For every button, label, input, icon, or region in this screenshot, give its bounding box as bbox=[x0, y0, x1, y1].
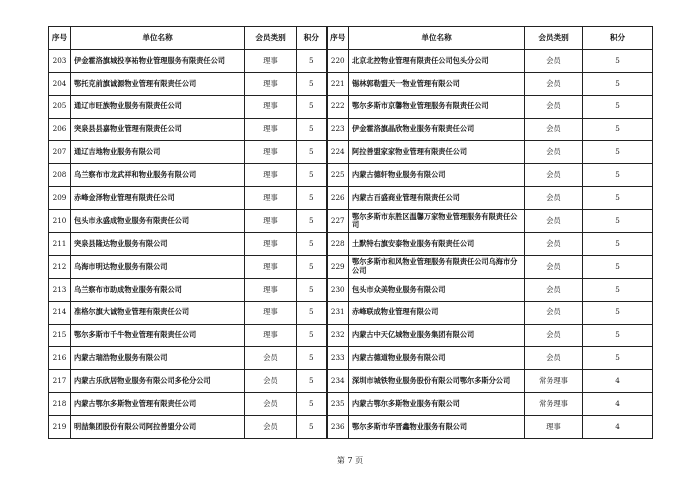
seq-cell: 230 bbox=[327, 278, 349, 301]
header-unit-name: 单位名称 bbox=[349, 27, 525, 50]
seq-cell: 223 bbox=[327, 118, 349, 141]
member-type-cell: 理事 bbox=[245, 141, 297, 164]
points-cell: 5 bbox=[583, 301, 653, 324]
member-type-cell: 理事 bbox=[245, 210, 297, 233]
member-type-cell: 会员 bbox=[525, 324, 583, 347]
table-row bbox=[49, 49, 653, 72]
seq-cell: 212 bbox=[49, 255, 71, 278]
member-type-cell: 会员 bbox=[525, 233, 583, 256]
points-cell: 5 bbox=[297, 233, 327, 256]
unit-name-cell: 鄂尔多斯市京馨物业管理服务有限责任公司 bbox=[349, 95, 525, 118]
member-type-cell: 理事 bbox=[245, 95, 297, 118]
points-cell: 5 bbox=[297, 393, 327, 416]
header-points: 积分 bbox=[583, 27, 653, 50]
seq-cell: 220 bbox=[327, 49, 349, 72]
points-cell: 5 bbox=[297, 187, 327, 210]
points-cell: 5 bbox=[583, 118, 653, 141]
points-cell: 5 bbox=[583, 255, 653, 278]
unit-name-cell: 内蒙古鄂尔多斯物业管理有限责任公司 bbox=[71, 393, 245, 416]
seq-cell: 205 bbox=[49, 95, 71, 118]
header-seq: 序号 bbox=[49, 27, 71, 50]
unit-name-cell: 内蒙古中天亿城物业服务集团有限公司 bbox=[349, 324, 525, 347]
header-member-type: 会员类别 bbox=[245, 27, 297, 50]
unit-name-cell: 伊金霍洛旗晶欣物业服务有限责任公司 bbox=[349, 118, 525, 141]
unit-name-cell: 深圳市城铁物业服务股份有限公司鄂尔多斯分公司 bbox=[349, 370, 525, 393]
points-cell: 5 bbox=[297, 324, 327, 347]
table-row bbox=[49, 210, 653, 233]
table-row bbox=[49, 187, 653, 210]
points-cell: 5 bbox=[583, 324, 653, 347]
unit-name-cell: 明喆集团股份有限公司阿拉善盟分公司 bbox=[71, 416, 245, 439]
member-type-cell: 会员 bbox=[245, 370, 297, 393]
points-cell: 5 bbox=[297, 164, 327, 187]
points-cell: 5 bbox=[583, 233, 653, 256]
seq-cell: 218 bbox=[49, 393, 71, 416]
table-row bbox=[49, 164, 653, 187]
seq-cell: 210 bbox=[49, 210, 71, 233]
unit-name-cell: 突泉县县嘉物业管理有限责任公司 bbox=[71, 118, 245, 141]
unit-name-cell: 鄂尔多斯市和风物业管理服务有限责任公司乌海市分公司 bbox=[349, 255, 525, 278]
member-type-cell: 会员 bbox=[525, 255, 583, 278]
points-cell: 5 bbox=[297, 141, 327, 164]
member-type-cell: 会员 bbox=[525, 95, 583, 118]
member-type-cell: 会员 bbox=[525, 301, 583, 324]
table-row bbox=[49, 324, 653, 347]
unit-name-cell: 突泉县隆达物业服务有限公司 bbox=[71, 233, 245, 256]
member-type-cell: 理事 bbox=[245, 324, 297, 347]
unit-name-cell: 鄂尔多斯市东胜区温馨万家物业管理服务有限责任公司 bbox=[349, 210, 525, 233]
seq-cell: 234 bbox=[327, 370, 349, 393]
seq-cell: 219 bbox=[49, 416, 71, 439]
table-row bbox=[49, 301, 653, 324]
points-cell: 5 bbox=[297, 301, 327, 324]
seq-cell: 235 bbox=[327, 393, 349, 416]
unit-name-cell: 内蒙古百盛商业管理有限责任公司 bbox=[349, 187, 525, 210]
seq-cell: 227 bbox=[327, 210, 349, 233]
member-type-cell: 会员 bbox=[525, 72, 583, 95]
points-cell: 5 bbox=[297, 118, 327, 141]
member-type-cell: 会员 bbox=[525, 347, 583, 370]
member-type-cell: 会员 bbox=[245, 416, 297, 439]
points-cell: 5 bbox=[583, 95, 653, 118]
member-type-cell: 会员 bbox=[525, 164, 583, 187]
points-cell: 4 bbox=[583, 393, 653, 416]
member-points-table bbox=[48, 26, 653, 439]
table-row bbox=[49, 233, 653, 256]
seq-cell: 206 bbox=[49, 118, 71, 141]
header-member-type: 会员类别 bbox=[525, 27, 583, 50]
table-row bbox=[49, 416, 653, 439]
points-cell: 4 bbox=[583, 416, 653, 439]
table-header-row bbox=[49, 27, 653, 50]
seq-cell: 221 bbox=[327, 72, 349, 95]
points-cell: 5 bbox=[297, 370, 327, 393]
seq-cell: 208 bbox=[49, 164, 71, 187]
seq-cell: 203 bbox=[49, 49, 71, 72]
seq-cell: 217 bbox=[49, 370, 71, 393]
table-row bbox=[49, 141, 653, 164]
member-type-cell: 理事 bbox=[245, 255, 297, 278]
points-cell: 5 bbox=[297, 95, 327, 118]
seq-cell: 204 bbox=[49, 72, 71, 95]
seq-cell: 231 bbox=[327, 301, 349, 324]
unit-name-cell: 鄂尔多斯市华晋鑫物业服务有限公司 bbox=[349, 416, 525, 439]
points-cell: 5 bbox=[583, 141, 653, 164]
table-row bbox=[49, 118, 653, 141]
member-type-cell: 理事 bbox=[245, 301, 297, 324]
header-points: 积分 bbox=[297, 27, 327, 50]
member-type-cell: 理事 bbox=[245, 278, 297, 301]
table-row bbox=[49, 72, 653, 95]
seq-cell: 229 bbox=[327, 255, 349, 278]
member-type-cell: 会员 bbox=[525, 278, 583, 301]
unit-name-cell: 内蒙古德轩物业服务有限公司 bbox=[349, 164, 525, 187]
unit-name-cell: 包头市永盛成物业服务有限责任公司 bbox=[71, 210, 245, 233]
seq-cell: 214 bbox=[49, 301, 71, 324]
member-type-cell: 理事 bbox=[245, 49, 297, 72]
seq-cell: 228 bbox=[327, 233, 349, 256]
member-type-cell: 理事 bbox=[245, 118, 297, 141]
seq-cell: 215 bbox=[49, 324, 71, 347]
member-type-cell: 会员 bbox=[525, 210, 583, 233]
seq-cell: 207 bbox=[49, 141, 71, 164]
member-type-cell: 理事 bbox=[245, 187, 297, 210]
member-type-cell: 会员 bbox=[525, 187, 583, 210]
member-type-cell: 常务理事 bbox=[525, 370, 583, 393]
points-cell: 5 bbox=[297, 72, 327, 95]
points-cell: 5 bbox=[297, 49, 327, 72]
points-cell: 5 bbox=[583, 278, 653, 301]
points-cell: 4 bbox=[583, 370, 653, 393]
unit-name-cell: 内蒙古瑞浩物业服务有限公司 bbox=[71, 347, 245, 370]
seq-cell: 232 bbox=[327, 324, 349, 347]
member-type-cell: 常务理事 bbox=[525, 393, 583, 416]
unit-name-cell: 准格尔旗大诚物业管理有限责任公司 bbox=[71, 301, 245, 324]
member-type-cell: 理事 bbox=[245, 72, 297, 95]
member-type-cell: 会员 bbox=[245, 393, 297, 416]
points-cell: 5 bbox=[583, 210, 653, 233]
member-type-cell: 理事 bbox=[245, 233, 297, 256]
unit-name-cell: 土默特右旗安泰物业服务有限责任公司 bbox=[349, 233, 525, 256]
unit-name-cell: 阿拉善盟家家物业管理有限责任公司 bbox=[349, 141, 525, 164]
unit-name-cell: 内蒙古德道物业服务有限公司 bbox=[349, 347, 525, 370]
unit-name-cell: 乌海市明达物业服务有限公司 bbox=[71, 255, 245, 278]
unit-name-cell: 北京北控物业管理有限责任公司包头分公司 bbox=[349, 49, 525, 72]
table-row bbox=[49, 255, 653, 278]
header-seq: 序号 bbox=[327, 27, 349, 50]
unit-name-cell: 内蒙古鄂尔多斯物业服务有限公司 bbox=[349, 393, 525, 416]
seq-cell: 224 bbox=[327, 141, 349, 164]
member-type-cell: 会员 bbox=[525, 141, 583, 164]
unit-name-cell: 锡林郭勒盟天一物业管理有限公司 bbox=[349, 72, 525, 95]
points-cell: 5 bbox=[583, 72, 653, 95]
seq-cell: 216 bbox=[49, 347, 71, 370]
table-row bbox=[49, 347, 653, 370]
seq-cell: 209 bbox=[49, 187, 71, 210]
table-row bbox=[49, 95, 653, 118]
table-row bbox=[49, 370, 653, 393]
member-type-cell: 理事 bbox=[245, 164, 297, 187]
unit-name-cell: 鄂尔多斯市千牛物业管理有限责任公司 bbox=[71, 324, 245, 347]
points-cell: 5 bbox=[583, 49, 653, 72]
table-row bbox=[49, 278, 653, 301]
unit-name-cell: 包头市众美物业服务有限公司 bbox=[349, 278, 525, 301]
unit-name-cell: 通辽市旺族物业服务有限责任公司 bbox=[71, 95, 245, 118]
table-row bbox=[49, 393, 653, 416]
points-cell: 5 bbox=[583, 187, 653, 210]
points-cell: 5 bbox=[583, 347, 653, 370]
seq-cell: 211 bbox=[49, 233, 71, 256]
seq-cell: 236 bbox=[327, 416, 349, 439]
unit-name-cell: 内蒙古乐欣居物业服务有限公司多伦分公司 bbox=[71, 370, 245, 393]
seq-cell: 225 bbox=[327, 164, 349, 187]
points-cell: 5 bbox=[297, 347, 327, 370]
points-cell: 5 bbox=[297, 255, 327, 278]
unit-name-cell: 赤峰金泽物业管理有限责任公司 bbox=[71, 187, 245, 210]
points-cell: 5 bbox=[583, 164, 653, 187]
points-cell: 5 bbox=[297, 416, 327, 439]
member-type-cell: 理事 bbox=[525, 416, 583, 439]
member-type-cell: 会员 bbox=[245, 347, 297, 370]
unit-name-cell: 乌兰察布市龙武祥和物业服务有限公司 bbox=[71, 164, 245, 187]
unit-name-cell: 通辽吉地物业服务有限公司 bbox=[71, 141, 245, 164]
member-type-cell: 会员 bbox=[525, 118, 583, 141]
member-type-cell: 会员 bbox=[525, 49, 583, 72]
points-cell: 5 bbox=[297, 278, 327, 301]
header-unit-name: 单位名称 bbox=[71, 27, 245, 50]
points-cell: 5 bbox=[297, 210, 327, 233]
unit-name-cell: 赤峰联成物业管理有限公司 bbox=[349, 301, 525, 324]
unit-name-cell: 鄂托克前旗诚源物业管理有限责任公司 bbox=[71, 72, 245, 95]
seq-cell: 222 bbox=[327, 95, 349, 118]
seq-cell: 233 bbox=[327, 347, 349, 370]
unit-name-cell: 伊金霍洛旗城投享祐物业管理服务有限责任公司 bbox=[71, 49, 245, 72]
page-number: 第 7 页 bbox=[336, 456, 364, 465]
seq-cell: 213 bbox=[49, 278, 71, 301]
unit-name-cell: 乌兰察布市助成物业服务有限公司 bbox=[71, 278, 245, 301]
seq-cell: 226 bbox=[327, 187, 349, 210]
